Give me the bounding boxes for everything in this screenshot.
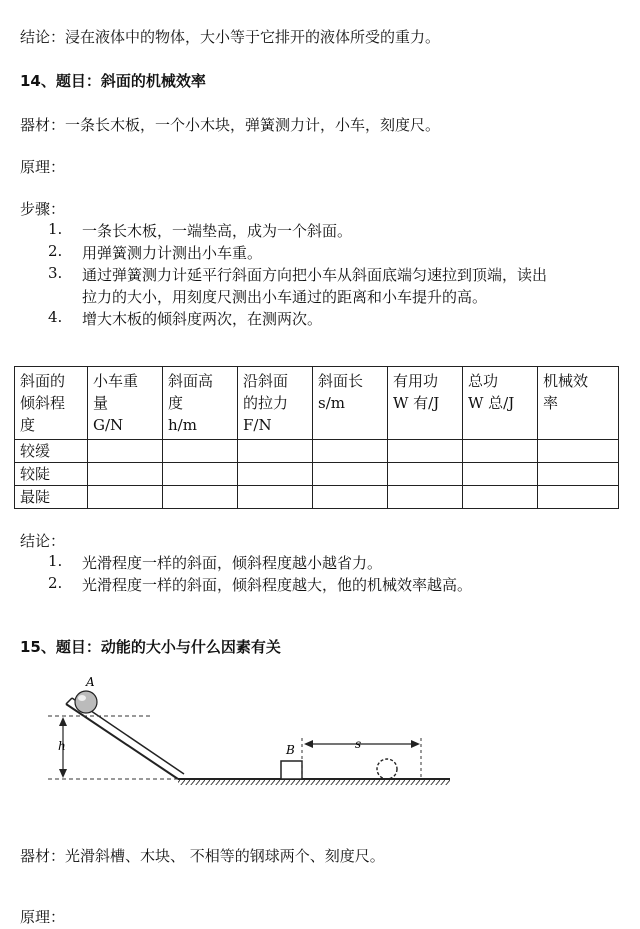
step-number: 2. (48, 242, 63, 260)
block-label: B (286, 743, 295, 757)
table-header-cell: 小车重 量 G/N (88, 367, 163, 440)
conclusion-text: 光滑程度一样的斜面，倾斜程度越大，他的机械效率越高。 (82, 576, 473, 594)
ball-a (75, 691, 97, 713)
section14-steps-label: 步骤： (20, 200, 66, 218)
section14-conclusion-label: 结论： (20, 532, 66, 550)
section15-title: 15、题目：动能的大小与什么因素有关 (20, 638, 281, 656)
table-header-cell: 总功 W 总/J (463, 367, 538, 440)
step-number: 4. (48, 308, 63, 326)
section15-equipment: 器材：光滑斜槽、木块、 不相等的钢球两个、刻度尺。 (20, 847, 385, 865)
step-text: 用弹簧测力计测出小车重。 (82, 244, 263, 262)
section14-equipment: 器材：一条长木板，一个小木块，弹簧测力计，小车，刻度尺。 (20, 116, 441, 134)
table-header-cell: 斜面长 s/m (313, 367, 388, 440)
step-text: 增大木板的倾斜度两次，在测两次。 (82, 310, 323, 328)
step-text: 通过弹簧测力计延平行斜面方向把小车从斜面底端匀速拉到顶端，读出 (82, 266, 548, 284)
step-number: 3. (48, 264, 63, 282)
height-label: h (58, 739, 66, 753)
conclusion-number: 2. (48, 574, 63, 592)
ball-final-position (377, 759, 397, 779)
row-label: 较缓 (15, 440, 88, 463)
table-header-cell: 沿斜面 的拉力 F/N (238, 367, 313, 440)
section14-principle: 原理： (20, 158, 66, 176)
conclusion-number: 1. (48, 552, 63, 570)
table-header-cell: 斜面高 度 h/m (163, 367, 238, 440)
table-header-cell: 机械效 率 (538, 367, 619, 440)
section14-title: 14、题目：斜面的机械效率 (20, 72, 206, 90)
conclusion-top: 结论：浸在液体中的物体，大小等于它排开的液体所受的重力。 (20, 28, 441, 46)
step-number: 1. (48, 220, 63, 238)
step-text-continued: 拉力的大小，用刻度尺测出小车通过的距离和小车提升的高。 (82, 288, 488, 306)
table-header-cell: 有用功 W 有/J (388, 367, 463, 440)
table-header-cell: 斜面的 倾斜程 度 (15, 367, 88, 440)
ball-label: A (86, 675, 95, 689)
ground (178, 779, 450, 785)
distance-label: s (355, 737, 362, 751)
section15-principle: 原理： (20, 908, 66, 926)
block-b (281, 761, 302, 779)
conclusion-text: 光滑程度一样的斜面，倾斜程度越小越省力。 (82, 554, 383, 572)
step-text: 一条长木板，一端垫高，成为一个斜面。 (82, 222, 353, 240)
row-label: 较陡 (15, 463, 88, 486)
distance-arrow (302, 738, 421, 779)
row-label: 最陡 (15, 486, 88, 509)
ball-highlight (78, 695, 86, 701)
